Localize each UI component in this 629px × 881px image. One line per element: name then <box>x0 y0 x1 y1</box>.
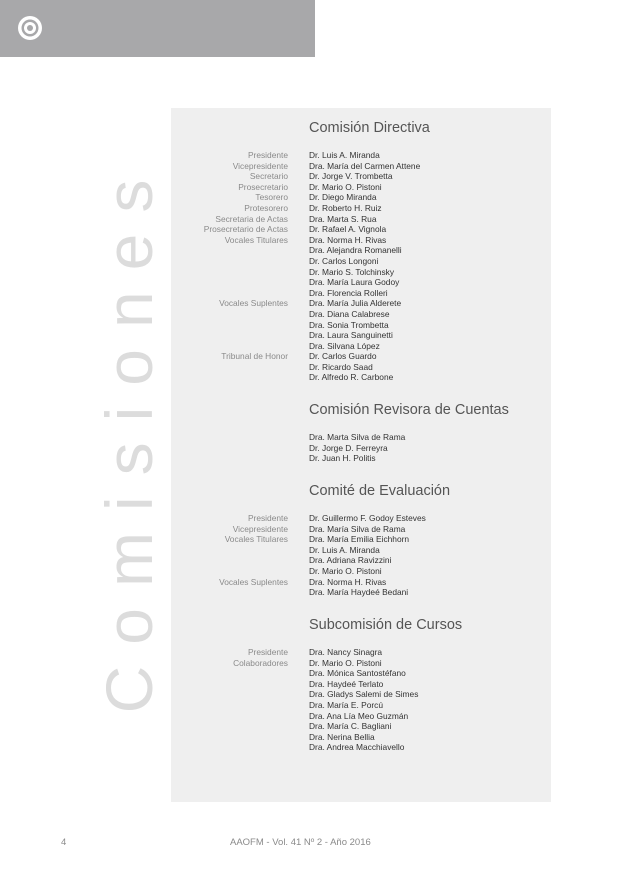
member-name: Dr. Guillermo F. Godoy Esteves <box>309 513 426 523</box>
member-name: Dra. Adriana Ravizzini <box>309 555 392 566</box>
member-row <box>171 235 551 246</box>
member-name: Dra. María Haydeé Bedani <box>309 587 409 598</box>
member-row <box>171 256 551 267</box>
member-name: Dra. Mónica Santostéfano <box>309 668 406 679</box>
member-name: Dr. Juan H. Politis <box>309 453 376 464</box>
member-role <box>171 256 288 267</box>
member-role: Protesorero <box>244 202 288 213</box>
member-role <box>171 443 288 454</box>
member-role <box>171 372 288 383</box>
member-name: Dra. Haydeé Terlato <box>309 678 384 689</box>
member-row <box>171 341 551 352</box>
member-name: Dra. Ana Lía Meo Guzmán <box>309 710 409 721</box>
member-role: Secretario <box>249 171 288 182</box>
member-row <box>171 330 551 341</box>
member-role: Presidente <box>247 150 288 160</box>
member-role <box>171 330 288 341</box>
member-name: Dra. Norma H. Rivas <box>309 234 387 245</box>
page-number: 4 <box>61 837 67 848</box>
member-row <box>171 309 551 320</box>
member-row <box>171 203 551 214</box>
member-row <box>171 267 551 278</box>
member-row <box>171 150 551 161</box>
member-role <box>171 668 288 679</box>
member-row <box>171 513 551 524</box>
member-role: Vicepresidente <box>232 523 288 534</box>
member-name: Dra. Nancy Sinagra <box>309 647 383 657</box>
member-row <box>171 524 551 535</box>
member-row <box>171 545 551 556</box>
member-name: Dr. Roberto H. Ruiz <box>309 202 382 213</box>
journal-footer: AAOFM - Vol. 41 Nº 2 - Año 2016 <box>230 837 371 848</box>
member-role <box>171 555 288 566</box>
section-title: Comisión Revisora de Cuentas <box>309 402 509 418</box>
member-role <box>171 341 288 352</box>
member-role <box>171 721 288 732</box>
member-list <box>171 513 551 598</box>
member-role <box>171 277 288 288</box>
member-list <box>171 647 551 753</box>
member-name: Dr. Rafael A. Vignola <box>309 224 387 235</box>
member-name: Dra. Silvana López <box>309 340 380 351</box>
member-row <box>171 577 551 588</box>
member-row <box>171 298 551 309</box>
member-list <box>171 150 551 383</box>
member-role <box>171 362 288 373</box>
member-name: Dr. Diego Miranda <box>309 192 377 203</box>
member-row <box>171 700 551 711</box>
member-row <box>171 689 551 700</box>
member-role: Prosecretario de Actas <box>203 224 288 235</box>
member-name: Dra. María del Carmen Attene <box>309 160 421 171</box>
member-role: Prosecretario <box>238 181 288 192</box>
member-name: Dr. Mario O. Pistoni <box>309 181 382 192</box>
member-name: Dr. Jorge V. Trombetta <box>309 171 393 182</box>
vertical-page-title: Comisiones <box>92 158 166 714</box>
member-row <box>171 658 551 669</box>
member-role <box>171 432 288 443</box>
member-role <box>171 711 288 722</box>
member-role: Vocales Titulares <box>224 534 288 545</box>
member-row <box>171 742 551 753</box>
member-row <box>171 443 551 454</box>
member-row <box>171 362 551 373</box>
section-title: Subcomisión de Cursos <box>309 617 463 633</box>
member-role: Presidente <box>247 647 288 657</box>
member-row <box>171 161 551 172</box>
member-name: Dra. María Silva de Rama <box>309 523 406 534</box>
member-row <box>171 351 551 362</box>
member-name: Dr. Ricardo Saad <box>309 361 373 372</box>
member-name: Dra. Nerina Bellia <box>309 731 375 742</box>
member-row <box>171 245 551 256</box>
member-role <box>171 267 288 278</box>
member-role <box>171 679 288 690</box>
member-row <box>171 555 551 566</box>
member-name: Dra. Sonia Trombetta <box>309 319 389 330</box>
member-row <box>171 587 551 598</box>
member-name: Dra. Andrea Macchiavello <box>309 742 405 753</box>
member-role: Secretaria de Actas <box>215 213 288 224</box>
member-row <box>171 711 551 722</box>
member-name: Dra. María E. Porcú <box>309 699 384 710</box>
member-row <box>171 288 551 299</box>
member-name: Dra. Gladys Salemi de Simes <box>309 689 419 700</box>
member-role <box>171 309 288 320</box>
member-row <box>171 372 551 383</box>
member-row <box>171 453 551 464</box>
member-row <box>171 192 551 203</box>
member-name: Dra. María Laura Godoy <box>309 277 400 288</box>
header-band <box>0 0 315 57</box>
member-row <box>171 732 551 743</box>
member-role <box>171 453 288 464</box>
member-list <box>171 432 551 464</box>
member-name: Dra. María C. Bagliani <box>309 721 392 732</box>
member-role: Vocales Titulares <box>224 234 288 245</box>
member-role: Vicepresidente <box>232 160 288 171</box>
section-title: Comité de Evaluación <box>309 483 451 499</box>
member-role: Vocales Suplentes <box>219 298 288 309</box>
member-row <box>171 668 551 679</box>
member-name: Dr. Mario S. Tolchinsky <box>309 266 395 277</box>
member-name: Dra. Laura Sanguinetti <box>309 330 393 341</box>
member-role: Vocales Suplentes <box>219 576 288 587</box>
member-role <box>171 566 288 577</box>
member-role: Presidente <box>247 513 288 523</box>
member-name: Dr. Alfredo R. Carbone <box>309 372 394 383</box>
member-name: Dra. María Emilia Eichhorn <box>309 534 410 545</box>
member-name: Dr. Carlos Guardo <box>309 351 377 362</box>
member-row <box>171 534 551 545</box>
section-title: Comisión Directiva <box>309 120 430 136</box>
member-role <box>171 732 288 743</box>
member-name: Dr. Carlos Longoni <box>309 255 379 266</box>
member-role <box>171 288 288 299</box>
member-row <box>171 171 551 182</box>
member-row <box>171 647 551 658</box>
member-role: Tribunal de Honor <box>221 351 288 362</box>
member-role <box>171 545 288 556</box>
member-name: Dra. María Julia Alderete <box>309 298 402 309</box>
member-row <box>171 224 551 235</box>
member-name: Dra. Florencia Rolleri <box>309 287 388 298</box>
member-row <box>171 277 551 288</box>
member-name: Dr. Mario O. Pistoni <box>309 565 382 576</box>
circle-logo-icon <box>17 15 43 41</box>
member-name: Dra. Alejandra Romanelli <box>309 245 402 256</box>
member-row <box>171 182 551 193</box>
member-name: Dr. Jorge D. Ferreyra <box>309 442 388 453</box>
member-row <box>171 320 551 331</box>
member-row <box>171 214 551 225</box>
member-role <box>171 320 288 331</box>
member-name: Dr. Luis A. Miranda <box>309 544 380 555</box>
member-role <box>171 689 288 700</box>
member-name: Dra. Diana Calabrese <box>309 308 390 319</box>
member-role <box>171 742 288 753</box>
member-role: Colaboradores <box>233 657 288 668</box>
member-role: Tesorero <box>255 192 288 203</box>
member-name: Dra. Marta Silva de Rama <box>309 432 406 442</box>
member-name: Dr. Mario O. Pistoni <box>309 657 382 668</box>
member-role <box>171 587 288 598</box>
member-row <box>171 679 551 690</box>
member-row <box>171 432 551 443</box>
member-row <box>171 721 551 732</box>
committees-panel <box>171 108 551 802</box>
member-name: Dra. Norma H. Rivas <box>309 576 387 587</box>
member-name: Dra. Marta S. Rua <box>309 213 377 224</box>
member-row <box>171 566 551 577</box>
member-name: Dr. Luis A. Miranda <box>309 150 380 160</box>
member-role <box>171 700 288 711</box>
member-role <box>171 245 288 256</box>
